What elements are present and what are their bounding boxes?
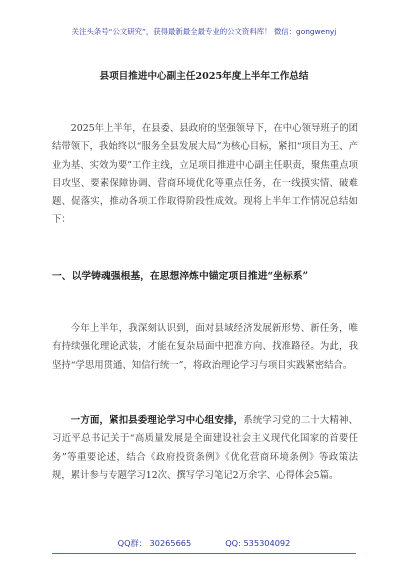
document-title: 县项目推进中心副主任2025年度上半年工作总结 <box>99 71 309 82</box>
subsection-lead: 一方面，紧扣县委理论学习中心组安排， <box>70 415 244 426</box>
promo-banner: 关注头条号“公文研究”，获得最新最全最专业的公文资料库！ 微信：gongwenyj <box>71 27 337 36</box>
footer-divider <box>52 553 356 554</box>
subsection-body: 系统学习党的二十大精神、习近平总书记关于“高质量发展是全面建设社会主义现代化国家的首要任务”等重要论述，结合《政府投资条例》《优化营商环境条例》等政策法规，累计参与专题学习12次、撰写学习笔记2万余字、心得体会5篇。 <box>52 415 358 481</box>
qq-number: QQ: 535304092 <box>225 538 291 548</box>
footer-contacts <box>0 538 408 549</box>
qq-group-number: QQ群： 30265665 <box>117 538 192 548</box>
section-heading-1: 一、以学铸魂强根基，在思想淬炼中锚定项目推进“坐标系” <box>52 271 309 282</box>
subsection-paragraph-1 <box>52 412 358 485</box>
intro-paragraph: 2025年上半年，在县委、县政府的坚强领导下，在中心领导班子的团结带领下，我始终以“服务全县发展大局”为核心目标，紧扣“项目为王、产业为基、实效为要”工作主线，立足项目推进中心副主任职责，聚焦重点项目攻坚、要素保障协调、营商环境优化等重点任务，在一线摸实情、破难题、促落实，推动各项工作取得阶段性成效。现将上半年工作情况总结如下： <box>52 123 358 226</box>
section-1-paragraph: 今年上半年，我深刻认识到，面对县域经济发展新形势、新任务，唯有持续强化理论武装，才能在复杂局面中把准方向、找准路径。为此，我坚持“学思用贯通、知信行统一”，将政治理论学习与项目实践紧密结合。 <box>52 323 358 371</box>
